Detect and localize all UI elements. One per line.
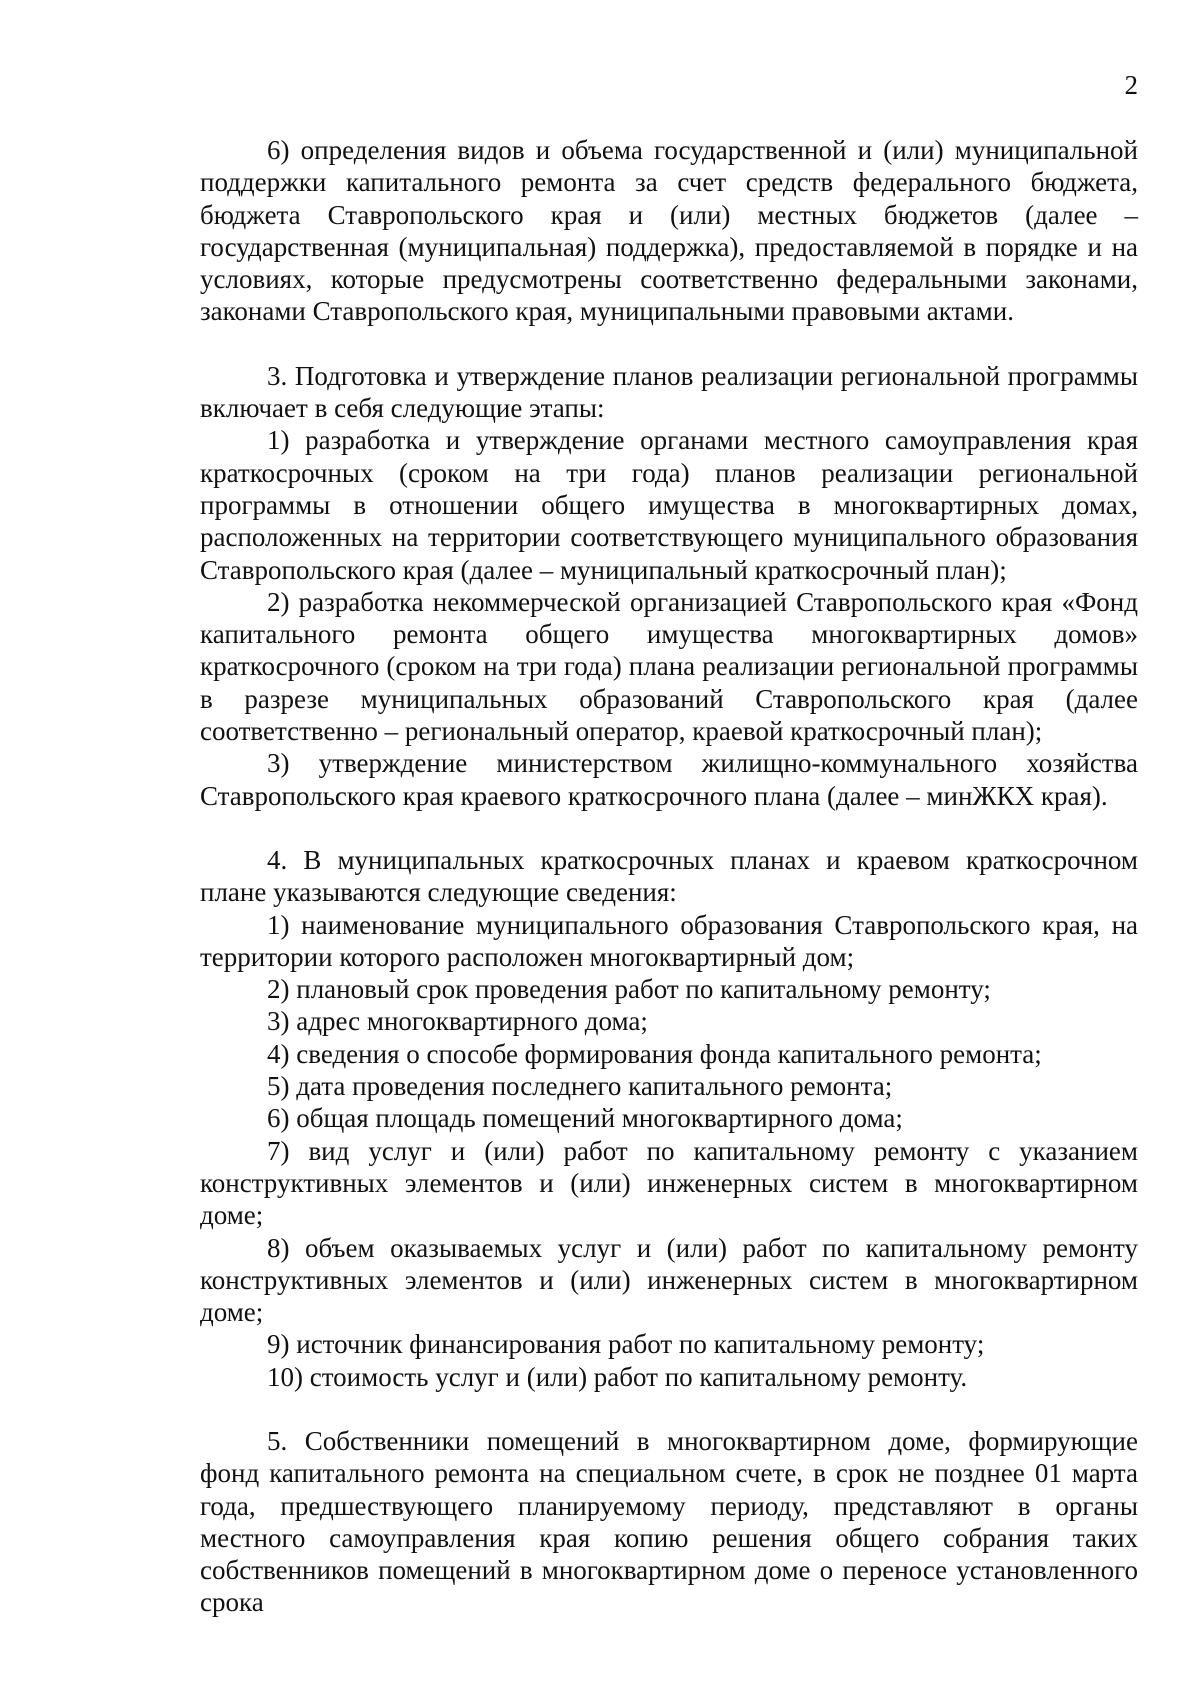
paragraph-section-4-item-10: 10) стоимость услуг и (или) работ по капитальному ремонту.	[267, 1361, 968, 1392]
page-number: 2	[1124, 70, 1138, 100]
document-body	[200, 134, 1138, 1619]
paragraph-section-4-item-4: 4) сведения о способе формирования фонда капитального ремонта;	[267, 1038, 1042, 1069]
paragraph-section-4-item-6: 6) общая площадь помещений многоквартирного дома;	[267, 1103, 903, 1134]
paragraph-section-3-item-1: 1) разработка и утверждение органами местного самоуправления края краткосрочных (сроком на три года) планов реализации региональной программы в отношении общего имущества в многоквартирных домах, расположенных на территории соответствующего муниципального образования Ставропольского края (далее – муниципальный краткосрочный план);	[200, 425, 1138, 585]
paragraph-section-5: 5. Собственники помещений в многоквартирном доме, формирующие фонд капитального ремонта на специальном счете, в срок не позднее 01 марта года, предшествующего планируемому периоду, представляют в органы местного самоуправления края копию решения общего собрания таких собственников помещений в многоквартирном доме о переносе установленного срока	[200, 1425, 1138, 1618]
paragraph-section-4-item-2: 2) плановый срок проведения работ по капитальному ремонту;	[267, 974, 991, 1005]
paragraph-section-4-item-5: 5) дата проведения последнего капитального ремонта;	[267, 1071, 893, 1102]
paragraph-section-4-item-8: 8) объем оказываемых услуг и (или) работ по капитальному ремонту конструктивных элементов и (или) инженерных систем в многоквартирном доме;	[200, 1232, 1138, 1328]
paragraph-section-3-item-2: 2) разработка некоммерческой организацией Ставропольского края «Фонд капитального ремонта общего имущества многоквартирных домов» краткосрочного (сроком на три года) плана реализации региональной программы в разрезе муниципальных образований Ставропольского края (далее соответственно – региональный оператор, краевой краткосрочный план);	[200, 586, 1138, 747]
paragraph-section-3: 3. Подготовка и утверждение планов реализации региональной программы включает в себя следующие этапы:	[200, 360, 1138, 424]
paragraph-section-4-item-3: 3) адрес многоквартирного дома;	[267, 1006, 648, 1037]
paragraph-item-6: 6) определения видов и объема государственной и (или) муниципальной поддержки капитального ремонта за счет средств федерального бюджета, бюджета Ставропольского края и (или) местных бюджетов (далее – государственная (муниципальная) поддержка), предоставляемой в порядке и на условиях, которые предусмотрены соответственно федеральными законами, законами Ставропольского края, муниципальными правовыми актами.	[200, 135, 1138, 327]
paragraph-section-4: 4. В муниципальных краткосрочных планах и краевом краткосрочном плане указываются следующие сведения:	[200, 844, 1138, 908]
paragraph-section-3-item-3: 3) утверждение министерством жилищно-коммунального хозяйства Ставропольского края краевого краткосрочного плана (далее – минЖКХ края).	[200, 748, 1138, 811]
paragraph-section-4-item-9: 9) источник финансирования работ по капитальному ремонту;	[267, 1329, 985, 1360]
paragraph-section-4-item-7: 7) вид услуг и (или) работ по капитальному ремонту с указанием конструктивных элементов и (или) инженерных систем в многоквартирном доме;	[200, 1135, 1138, 1231]
paragraph-section-4-item-1: 1) наименование муниципального образования Ставропольского края, на территории которого расположен многоквартирный дом;	[200, 909, 1138, 972]
